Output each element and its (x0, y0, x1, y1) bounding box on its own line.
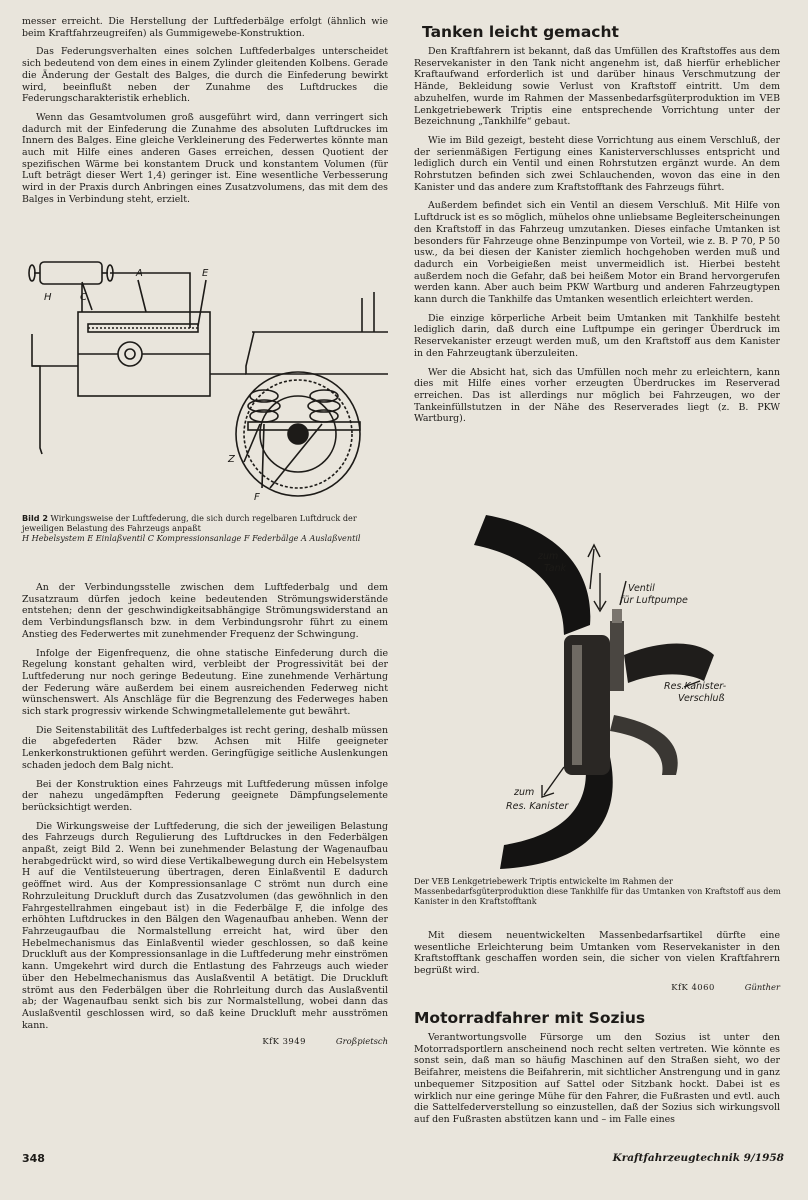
article-code: KfK 4060 (671, 981, 715, 992)
paragraph: Wie im Bild gezeigt, besteht diese Vorrichtung aus einem Verschluß, der der serienmäßigen Fertigung eines Kanisterverschlusses entspricht und lediglich durch ein Ventil und einen Rohrstutzen ergänzt wurde. An dem Rohrstutzen befinden sich zwei Schlauchenden, wovon das eine in den Kanister und das andere zum Kraftstofftank des Fahrzeugs führt. (414, 134, 780, 193)
figure2-caption-text: Wirkungsweise der Luftfederung, die sich durch regelbaren Luftdruck der jeweiligen Belastung des Fahrzeugs anpaßt (22, 513, 357, 533)
label-a: A (136, 268, 143, 279)
label-z: Z (228, 454, 235, 465)
author-name: Großpietsch (335, 1036, 388, 1047)
author-name: Günther (744, 981, 780, 992)
paragraph: An der Verbindungsstelle zwischen dem Luftfederbalg und dem Zusatzraum dürfen jedoch keine bedeutenden Strömungswiderstände entstehen; denn der geschwindigkeitsabhängige Strömungswiderstand an dem Verbindungsflansch bzw. in dem Verbindungsrohr führt zu einem Anstieg des Federwertes mit zunehmender Frequenz der Schwingung. (22, 582, 388, 640)
photo-label-verschluss: Res.Kanister-Verschluß (664, 681, 727, 704)
photo-caption: Der VEB Lenkgetriebewerk Triptis entwickelte im Rahmen der Massenbedarfsgüterproduktion diese Tankhilfe für das Umtanken von Kraftstoff aus dem Kanister in den Kraftstofftank (414, 876, 781, 906)
photo-label-zum-tank: zum Tank (538, 551, 567, 574)
left-column-top (22, 16, 388, 213)
photo-label-ventil: Ventil für Luftpumpe (620, 583, 688, 606)
figure2-caption (22, 513, 392, 543)
label-h: H (44, 292, 52, 303)
label-c: C (80, 292, 87, 303)
paragraph: Außerdem befindet sich ein Ventil an diesem Verschluß. Mit Hilfe von Luftdruck ist es so möglich, mühelos ohne unliebsame Begleiterscheinungen den Kraftstoff in das Fahrzeug umzutanken. Dieses einfache Umtanken ist besonders für Fahrzeuge ohne Benzinpumpe von Vorteil, wie z. B. P 70, P 50 usw., da bei diesen der Kanister ziemlich hochgehoben werden muß und dadurch ein Vorbeigießen meist unvermeidlich ist. Hierbei besteht außerdem noch die Gefahr, daß bei heißem Motor ein Brand hervorgerufen werden kann. Aber auch beim PKW Wartburg und anderen Fahrzeugtypen kann durch die Tankhilfe das Umtanken wesentlich erleichtert werden. (414, 200, 780, 306)
photo-label-zum-kanister: zum Res. Kanister (506, 787, 569, 812)
paragraph: Infolge der Eigenfrequenz, die ohne statische Einfederung durch die Regelung konstant gehalten wird, verbleibt der Progressivität bei der Luftfederung nur noch geringe Bedeutung. Eine zunehmende Verhärtung der Federung wäre außerdem bei einem ausreichenden Federweg nicht wünschenswert. Als Anschläge für die Begrenzung des Federweges haben sich stark progressiv wirkende Schwingmetallelemente gut bewährt. (22, 647, 388, 718)
tanken-closing (414, 930, 780, 994)
figure2-caption-title: Bild 2 (22, 513, 48, 523)
paragraph: Mit diesem neuentwickelten Massenbedarfsartikel dürfte eine wesentliche Erleichterung beim Umtanken vom Reservekanister in den Kraftstofftank geschaffen worden sein, die sicher von vielen Kraftfahrern begrüßt wird. (414, 930, 780, 977)
air-suspension-diagram (22, 248, 388, 510)
tank-helper-photo (414, 505, 780, 873)
right-column-bottom (414, 1032, 780, 1133)
paragraph: Die einzige körperliche Arbeit beim Umtanken mit Tankhilfe besteht lediglich darin, daß durch eine Luftpumpe ein geringer Überdruck im Reservekanister erzeugt werden muß, um den Kraftstoff aus dem Kanister in den Fahrzeugtank überzuleiten. (414, 312, 780, 359)
paragraph: Die Wirkungsweise der Luftfederung, die sich der jeweiligen Belastung des Fahrzeugs durch Regulierung des Luftdruckes in den Federbälgen anpaßt, zeigt Bild 2. Wenn bei zunehmender Belastung der Wagenaufbau herabgedrückt wird, so wird diese Vertikalbewegung durch ein Hebelsystem H auf die Ventilsteuerung übertragen, deren Einlaßventil E dadurch geöffnet wird. Aus der Kompressionsanlage C strömt nun durch eine Rohrzuleitung Druckluft durch das Zusatzvolumen (das gewöhnlich in den Fahrgestellrahmen eingebaut ist) in die Federbälge F, die infolge des erhöhten Luftdruckes in den Bälgen den Wagenaufbau anheben. Wenn der Fahrzeugaufbau die Normalstellung erreicht hat, wird über den Hebelmechanismus das Einlaßventil wieder geschlossen, so daß keine Druckluft aus der Kompressionsanlage in die Luftfederung mehr einströmen kann. Umgekehrt wird durch die Entlastung des Fahrzeugs auch wieder über den Hebelmechanismus das Auslaßventil A betätigt. Die Druckluft strömt aus den Federbälgen über die Rohrleitung durch das Auslaßventil ab; der Wagenaufbau senkt sich bis zur Normalstellung, wobei dann das Auslaßventil geschlossen wird, so daß keine Druckluft mehr ausströmen kann. (22, 820, 388, 1031)
signature-left (22, 1036, 388, 1048)
journal-issue: Kraftfahrzeugtechnik 9/1958 (612, 1152, 784, 1164)
paragraph: Bei der Konstruktion eines Fahrzeugs mit Luftfederung müssen infolge der nahezu ungedämpften Federung geeignete Dämpfungselemente berücksichtigt werden. (22, 778, 388, 813)
paragraph: Die Seitenstabilität des Luftfederbalges ist recht gering, deshalb müssen die abgefederten Räder bzw. Achsen mit Hilfe geeigneter Lenkerkonstruktionen geführt werden. Geringfügige seitliche Auslenkungen schaden jedoch dem Balg nicht. (22, 724, 388, 771)
article-title-motorrad: Motorradfahrer mit Sozius (414, 1009, 646, 1027)
right-column-top (414, 46, 780, 432)
label-f: F (254, 492, 260, 503)
paragraph: Den Kraftfahrern ist bekannt, daß das Umfüllen des Kraftstoffes aus dem Reservekanister in den Tank nicht angenehm ist, daß hierfür erheblicher Kraftaufwand erforderlich ist und darüber hinaus Verschmutzung der Hände, Bekleidung sowie Verlust von Kraftstoff eintritt. Um dem abzuhelfen, wurde im Rahmen der Massenbedarfsgüterproduktion im VEB Lenkgetriebewerk Triptis eine entsprechende Vorrichtung unter der Bezeichnung „Tankhilfe“ gebaut. (414, 46, 780, 128)
left-column-bottom (22, 582, 388, 1048)
article-code: KfK 3949 (262, 1036, 306, 1047)
paragraph: Das Federungsverhalten eines solchen Luftfederbalges unterscheidet sich bedeutend von dem eines in einem Zylinder gleitenden Kolbens. Gerade die Änderung der Gestalt des Balges, die durch die Einfederung bewirkt wird, beeinflußt neben der Zunahme des Luftdruckes die Federungscharakteristik erheblich. (22, 46, 388, 105)
signature-right (414, 982, 780, 994)
article-title-tanken: Tanken leicht gemacht (422, 23, 619, 41)
label-e: E (202, 268, 209, 279)
page-number: 348 (22, 1152, 45, 1165)
paragraph: Verantwortungsvolle Fürsorge um den Sozius ist unter den Motorradsportlern anscheinend noch recht selten vertreten. Wie könnte es sonst sein, daß man so häufig Maschinen auf den Straßen sieht, wo der Beifahrer, meistens die Beifahrerin, mit sichtlicher Anstrengung und in ganz unbequemer Sitzposition auf Sattel oder Sitzbank hockt. Dabei ist es wirklich nur eine geringe Mühe für den Fahrer, die Fußrasten und evtl. auch die Sattelfederverstellung so einzustellen, daß der Sozius sich wirkungsvoll auf den Fußrasten abstützen kann und – im Falle eines (414, 1032, 780, 1125)
paragraph: Wer die Absicht hat, sich das Umfüllen noch mehr zu erleichtern, kann dies mit Hilfe eines vorher erzeugten Überdruckes im Reserverad erreichen. Das ist allerdings nur möglich bei Fahrzeugen, wo der Tankeinfüllstutzen in der Nähe des Reserverades liegt (z. B. PKW Wartburg). (414, 366, 780, 425)
paragraph: messer erreicht. Die Herstellung der Luftfederbälge erfolgt (ähnlich wie beim Kraftfahrzeugreifen) als Gummigewebe-Konstruktion. (22, 16, 388, 39)
figure2-caption-legend: H Hebelsystem E Einlaßventil C Kompressionsanlage F Federbälge A Auslaßventil (22, 533, 361, 543)
paragraph: Wenn das Gesamtvolumen groß ausgeführt wird, dann verringert sich dadurch mit der Einfederung die Zunahme des absoluten Luftdruckes im Innern des Balges. Eine gleiche Verkleinerung des Federwertes könnte man auch mit Hilfe eines anderen Gases erreichen, dessen Quotient der spezifischen Wärme bei konstantem Druck und konstantem Volumen (für Luft beträgt dieser Wert 1,4) geringer ist. Eine wesentliche Verbesserung wird in der Praxis durch Anbringen eines Zusatzvolumens, das mit dem des Balges in Verbindung steht, erzielt. (22, 111, 388, 205)
